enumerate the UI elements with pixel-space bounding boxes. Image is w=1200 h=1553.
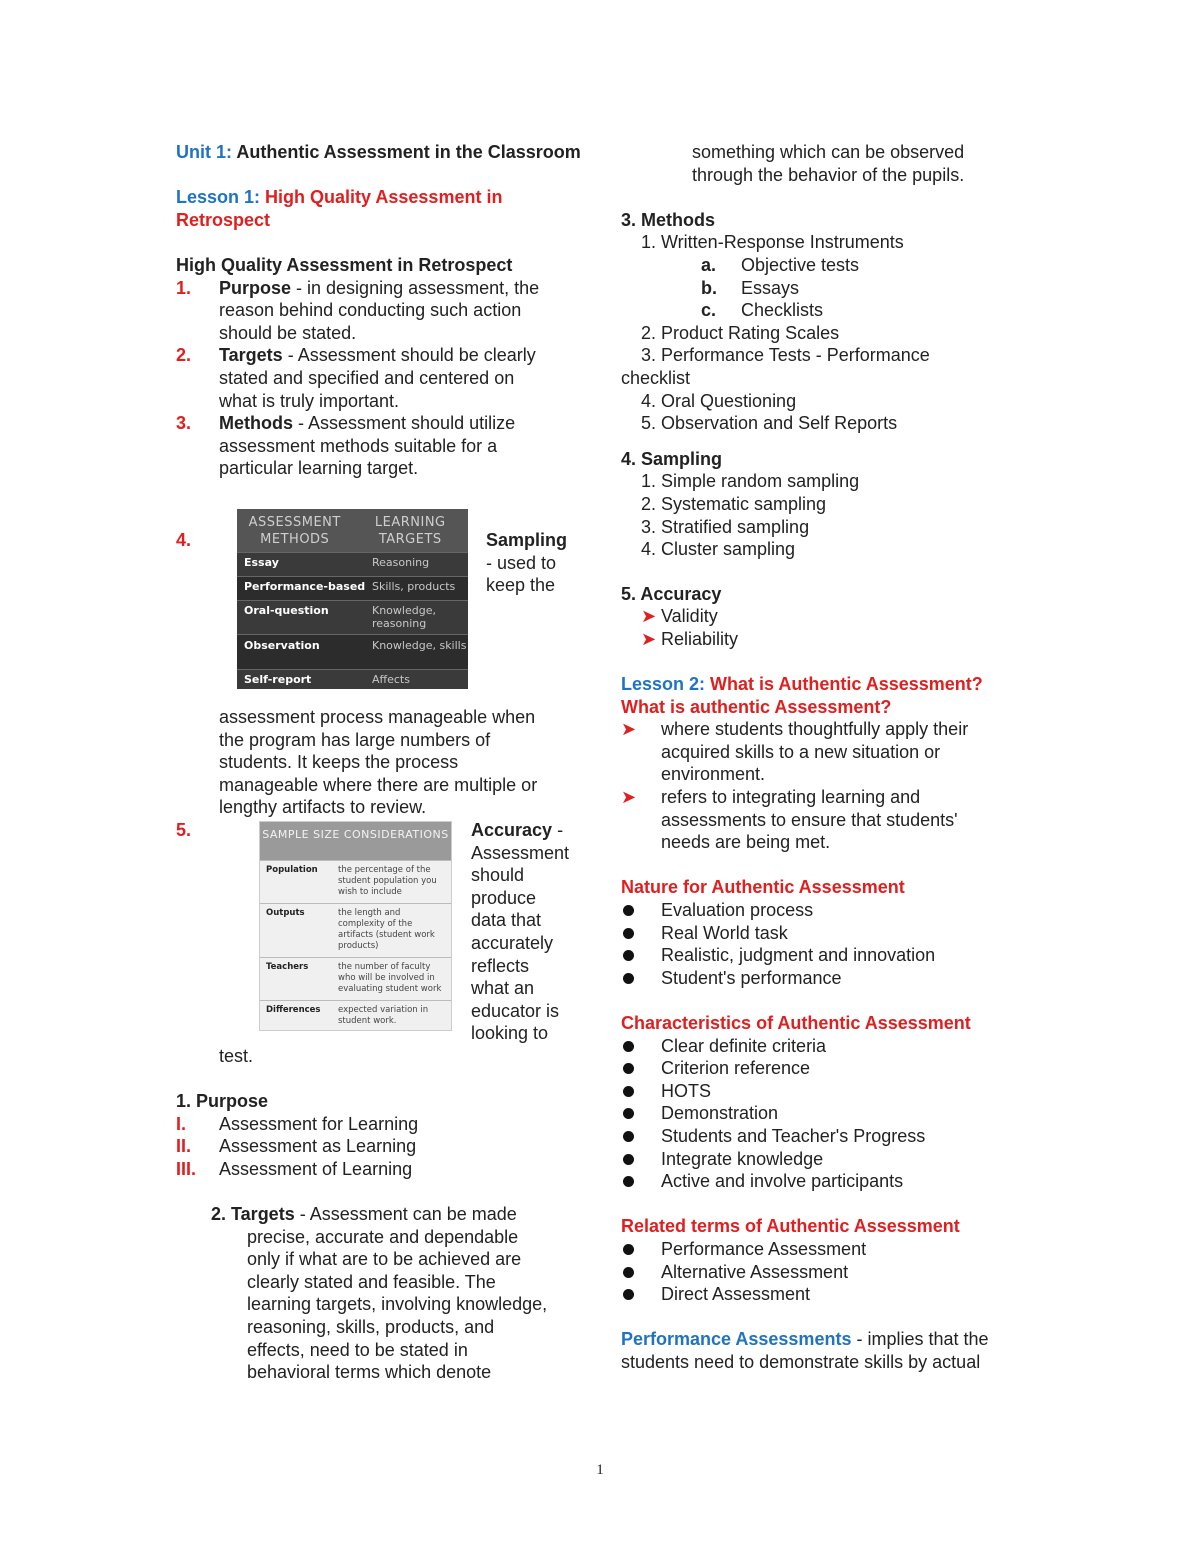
item4-number: 4.	[176, 530, 192, 550]
characteristics-heading: Characteristics of Authentic Assessment	[621, 1012, 971, 1033]
table-row: Differences expected variation in student work.	[260, 1000, 451, 1031]
item5-continuation: test.	[219, 1046, 254, 1066]
list-item: Realistic, judgment and innovation	[621, 944, 1021, 967]
item4-continuation: assessment process manageable when the program has large numbers of students. It keeps the process manageable where there are multiple or lengthy artifacts to review.	[219, 707, 538, 818]
lesson1-title: Lesson 1: High Quality Assessment in Retrospect	[176, 187, 503, 230]
bullet-icon	[623, 1289, 634, 1300]
list-item: Evaluation process	[621, 899, 1021, 922]
bullet-icon	[623, 1086, 634, 1097]
item5-number: 5.	[176, 820, 192, 840]
sampling-heading: 4. Sampling	[621, 448, 723, 469]
right-column	[621, 141, 1021, 1373]
arrow-bullet-icon: ➤	[621, 787, 637, 808]
page-number: 1	[596, 1462, 604, 1478]
list-item: b. Essays	[701, 277, 800, 298]
hq-item-purpose: 1. Purpose - in designing assessment, the reason behind conducting such action should be stated.	[176, 277, 540, 343]
list-item: II. Assessment as Learning	[176, 1136, 417, 1157]
list-item: ➤ where students thoughtfully apply their acquired skills to a new situation or environment.	[621, 719, 969, 785]
list-item: c. Checklists	[701, 300, 824, 321]
bullet-icon	[623, 1154, 634, 1165]
targets-continuation: something which can be observed through the behavior of the pupils.	[692, 142, 965, 185]
list-item: Real World task	[621, 922, 1021, 945]
table-row: Teachers the number of faculty who will be involved in evaluating student work	[260, 957, 451, 1000]
list-item: 2. Product Rating Scales	[641, 322, 840, 343]
bullet-icon	[623, 1063, 634, 1074]
list-item: ➤ Reliability	[641, 628, 739, 649]
left-column	[176, 141, 581, 480]
performance-assessments-paragraph: Performance Assessments - implies that the students need to demonstrate skills by actual	[621, 1329, 989, 1372]
bullet-icon	[623, 1041, 634, 1052]
bullet-icon	[623, 928, 634, 939]
bullet-icon	[623, 950, 634, 961]
related-heading: Related terms of Authentic Assessment	[621, 1216, 960, 1237]
targets-section: 2. Targets - Assessment can be made precise, accurate and dependable only if what are to be achieved are clearly stated and feasible. The learning targets, involving knowledge, reasoning, skills, products, and effects, need to be stated in behavioral terms which denote	[211, 1204, 548, 1383]
bullet-icon	[623, 1108, 634, 1119]
sample-size-table-image: SAMPLE SIZE CONSIDERATIONS Population the percentage of the student population you wish to include Outputs the length and complexity of the artifacts (student work products) Teachers the number of faculty who will be involved in evaluating student work Differences expected variation in student work.	[259, 821, 452, 1031]
hq-item-methods: 3. Methods - Assessment should utilize assessment methods suitable for a particular learning target.	[176, 413, 516, 479]
list-item: Direct Assessment	[621, 1283, 1021, 1306]
list-item: Clear definite criteria	[621, 1035, 1021, 1058]
list-item: 3. Stratified sampling	[641, 516, 810, 537]
table-row: Population the percentage of the student population you wish to include	[260, 860, 451, 903]
bullet-icon	[623, 905, 634, 916]
hq-heading: High Quality Assessment in Retrospect	[176, 254, 513, 275]
purpose-section: 1. Purpose I. Assessment for Learning II. Assessment as Learning III. Assessment of Learning	[176, 1090, 581, 1180]
list-item: Alternative Assessment	[621, 1261, 1021, 1284]
list-item: a. Objective tests	[701, 254, 860, 275]
unit-title: Unit 1: Authentic Assessment in the Classroom	[176, 142, 581, 162]
table-row: Essay Reasoning	[237, 552, 468, 576]
list-item-wrap: checklist	[621, 367, 691, 388]
bullet-icon	[623, 973, 634, 984]
table-row: Performance-based Skills, products	[237, 576, 468, 600]
list-item: 5. Observation and Self Reports	[641, 413, 898, 434]
accuracy-heading: 5. Accuracy	[621, 583, 722, 604]
list-item: 4. Oral Questioning	[641, 390, 797, 411]
list-item: Performance Assessment	[621, 1238, 1021, 1261]
assessment-methods-table-image: ASSESSMENT METHODS LEARNING TARGETS Essay Reasoning Performance-based Skills, products Oral-question Knowledge, reasoning Observation Knowledge, skills Self-report Affects	[237, 509, 468, 689]
list-item: 1. Written-Response Instruments	[641, 232, 904, 253]
list-item: 1. Simple random sampling	[641, 471, 860, 492]
list-item: Students and Teacher's Progress	[621, 1125, 1021, 1148]
table-row: Observation Knowledge, skills	[237, 634, 468, 669]
table-row: Oral-question Knowledge, reasoning	[237, 600, 468, 634]
list-item: ➤ Validity	[641, 606, 718, 627]
list-item: HOTS	[621, 1080, 1021, 1103]
list-item: 2. Systematic sampling	[641, 493, 827, 514]
list-item: ➤ refers to integrating learning and assessments to ensure that students' needs are being met.	[621, 787, 958, 853]
list-item: Student's performance	[621, 967, 1021, 990]
arrow-bullet-icon: ➤	[641, 628, 657, 649]
list-item: 3. Performance Tests - Performance	[641, 345, 930, 366]
bullet-icon	[623, 1244, 634, 1255]
list-item: 4. Cluster sampling	[641, 539, 796, 560]
nature-heading: Nature for Authentic Assessment	[621, 877, 905, 898]
arrow-bullet-icon: ➤	[621, 719, 637, 740]
table-row: Self-report Affects	[237, 669, 468, 691]
list-item: I. Assessment for Learning	[176, 1113, 419, 1134]
methods-heading: 3. Methods	[621, 209, 716, 230]
list-item: Active and involve participants	[621, 1170, 1021, 1193]
hq-item-targets: 2. Targets - Assessment should be clearly stated and specified and centered on what is truly important.	[176, 345, 536, 411]
lesson2-subtitle: What is authentic Assessment?	[621, 696, 892, 717]
lesson2-title: Lesson 2: What is Authentic Assessment?	[621, 674, 983, 695]
item4-side-text: Sampling - used to keep the	[486, 530, 568, 596]
arrow-bullet-icon: ➤	[641, 606, 657, 627]
list-item: Integrate knowledge	[621, 1148, 1021, 1171]
bullet-icon	[623, 1131, 634, 1142]
item5-side-text: Accuracy - Assessment should produce data that accurately reflects what an educator is looking to	[471, 820, 570, 1044]
list-item: Criterion reference	[621, 1057, 1021, 1080]
list-item: III. Assessment of Learning	[176, 1158, 413, 1179]
list-item: Demonstration	[621, 1102, 1021, 1125]
table-row: Outputs the length and complexity of the artifacts (student work products)	[260, 903, 451, 957]
bullet-icon	[623, 1176, 634, 1187]
bullet-icon	[623, 1267, 634, 1278]
